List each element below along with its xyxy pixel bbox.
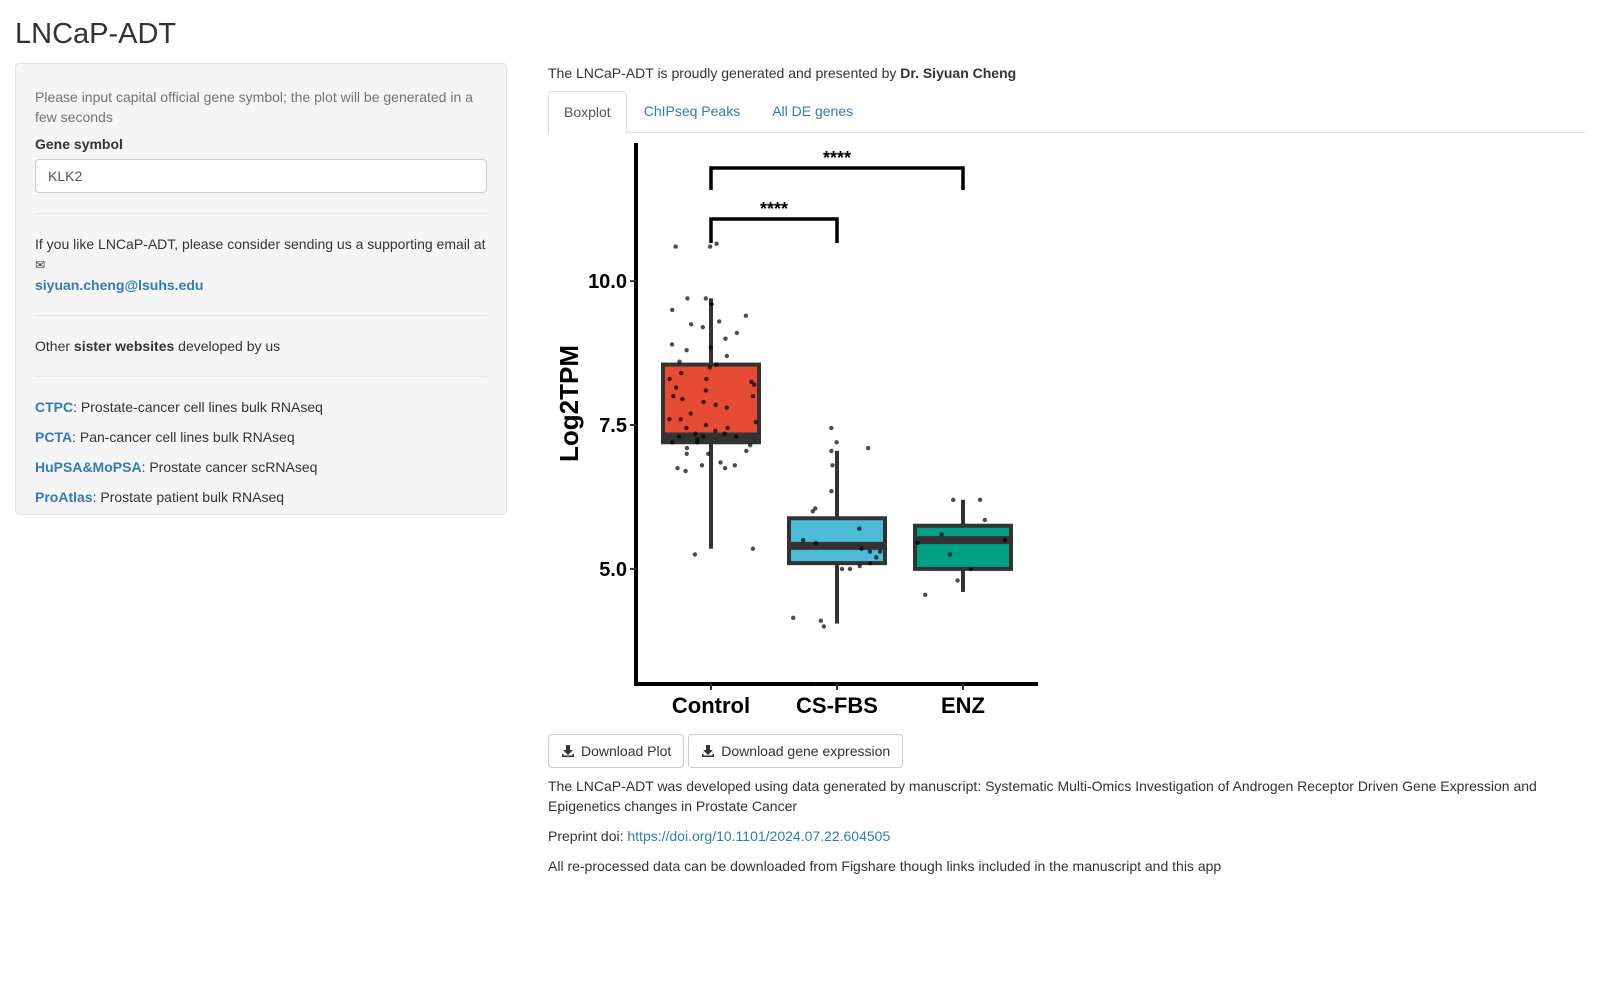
tab-boxplot[interactable]: Boxplot: [548, 91, 627, 133]
data-point: [701, 400, 705, 404]
data-point: [701, 325, 705, 329]
data-point: [670, 440, 674, 444]
data-point: [700, 463, 704, 467]
sister-site-item: [35, 427, 487, 447]
data-point: [915, 541, 919, 545]
data-point: [706, 452, 710, 456]
data-point: [829, 426, 833, 430]
sister-site-link-ctpc[interactable]: CTPC: [35, 399, 74, 415]
data-point: [667, 377, 671, 381]
data-point: [819, 618, 823, 622]
data-point: [670, 342, 674, 346]
main-panel: [548, 63, 1585, 886]
data-point: [734, 434, 738, 438]
tab-chipseq-peaks[interactable]: ChIPseq Peaks: [643, 103, 741, 119]
sister-site-list: [35, 397, 487, 507]
data-point: [809, 682, 813, 686]
sister-prefix: Other: [35, 338, 74, 354]
significance-bracket: [711, 168, 963, 190]
sister-bold: sister websites: [73, 338, 175, 354]
sister-suffix: developed by us: [174, 338, 281, 354]
sister-site-link-proatlas[interactable]: ProAtlas: [35, 489, 93, 505]
tab-all-de-genes[interactable]: All DE genes: [772, 103, 854, 119]
data-point: [708, 365, 712, 369]
data-point: [685, 446, 689, 450]
data-point: [735, 331, 739, 335]
significance-label: ****: [759, 199, 789, 219]
y-tick-label: 5.0: [599, 558, 627, 581]
data-point: [708, 244, 712, 248]
tab-bar: [548, 91, 1585, 133]
data-point: [718, 460, 722, 464]
sister-site-link-hupsa[interactable]: HuPSA&MoPSA: [35, 459, 142, 475]
data-point: [725, 354, 729, 358]
data-point: [678, 417, 682, 421]
data-point: [983, 518, 987, 522]
data-point: [753, 420, 757, 424]
sister-site-desc: : Prostate-cancer cell lines bulk RNAseq: [73, 399, 323, 415]
data-point: [685, 296, 689, 300]
data-point: [814, 541, 818, 545]
data-point: [685, 452, 689, 456]
data-point: [725, 426, 729, 430]
data-point: [978, 498, 982, 502]
sister-websites-text: [35, 336, 487, 356]
download-icon: [561, 744, 575, 758]
data-point: [704, 296, 708, 300]
sister-site-item: [35, 457, 487, 477]
box-enz: [915, 526, 1011, 569]
data-point: [667, 417, 671, 421]
help-text: Please input capital official gene symbol; the plot will be generated in a few seconds: [35, 89, 473, 125]
data-point: [713, 429, 717, 433]
data-point: [878, 549, 882, 553]
divider: [35, 376, 487, 377]
data-point: [948, 552, 952, 556]
credit-prefix: The LNCaP-ADT is proudly generated and presented by: [548, 65, 901, 81]
data-point: [689, 411, 693, 415]
download-icon: [701, 744, 715, 758]
data-point: [923, 593, 927, 597]
data-point: [752, 383, 756, 387]
data-point: [723, 336, 727, 340]
data-point: [684, 426, 688, 430]
data-point: [830, 463, 834, 467]
y-tick-label: 7.5: [599, 415, 627, 438]
download-expression-button[interactable]: [688, 734, 903, 768]
data-point: [704, 423, 708, 427]
preprint-label: Preprint doi:: [548, 828, 628, 844]
sister-site-item: [35, 397, 487, 417]
data-point: [689, 322, 693, 326]
data-point: [677, 434, 681, 438]
data-point: [677, 360, 681, 364]
credit-name: Dr. Siyuan Cheng: [900, 65, 1017, 81]
data-point: [858, 564, 862, 568]
divider: [35, 213, 487, 214]
divider: [35, 315, 487, 316]
sister-site-desc: : Prostate cancer scRNAseq: [141, 459, 318, 475]
x-tick-label: Control: [671, 693, 751, 718]
data-point: [955, 578, 959, 582]
support-email-text: [35, 234, 487, 295]
data-point: [704, 388, 708, 392]
app-title: LNCaP-ADT: [15, 18, 177, 50]
data-point: [744, 449, 748, 453]
data-point: [748, 443, 752, 447]
data-point: [671, 394, 675, 398]
data-point: [751, 547, 755, 551]
data-point: [868, 549, 872, 553]
data-point: [717, 319, 721, 323]
data-point: [704, 377, 708, 381]
data-point: [801, 538, 805, 542]
data-point: [723, 466, 727, 470]
data-point: [683, 469, 687, 473]
envelope-icon: ✉: [35, 258, 46, 272]
download-plot-button[interactable]: [548, 734, 684, 768]
preprint-doi-link[interactable]: https://doi.org/10.1101/2024.07.22.604505: [627, 828, 891, 844]
footer-notes: [548, 776, 1585, 876]
sister-site-link-pcta[interactable]: PCTA: [35, 429, 73, 445]
data-point: [674, 385, 678, 389]
data-point: [714, 242, 718, 246]
y-axis-label: Log2TPM: [554, 345, 584, 462]
data-point: [675, 466, 679, 470]
data-note: All re-processed data can be downloaded from Figshare though links included in the manuscript and this app: [548, 858, 1222, 874]
gene-symbol-input[interactable]: [35, 159, 487, 193]
data-point: [714, 362, 718, 366]
data-point: [679, 371, 683, 375]
data-point: [693, 552, 697, 556]
data-point: [670, 308, 674, 312]
significance-bracket: [711, 219, 837, 243]
data-point: [713, 403, 717, 407]
credit-line: [548, 63, 1585, 83]
data-point: [840, 567, 844, 571]
data-point: [791, 616, 795, 620]
data-point: [722, 431, 726, 435]
data-point: [744, 313, 748, 317]
box-control: [663, 365, 759, 443]
data-point: [866, 446, 870, 450]
sister-site-desc: : Pan-cancer cell lines bulk RNAseq: [72, 429, 295, 445]
support-email-link[interactable]: siyuan.cheng@lsuhs.edu: [35, 277, 204, 293]
data-point: [822, 624, 826, 628]
data-point: [857, 526, 861, 530]
data-point: [939, 532, 943, 536]
x-tick-label: CS-FBS: [796, 693, 878, 718]
sidebar-panel: [15, 63, 507, 515]
significance-label: ****: [822, 148, 852, 168]
support-email-intro: If you like LNCaP-ADT, please consider sending us a supporting email at: [35, 236, 486, 252]
data-point: [680, 397, 684, 401]
data-point: [868, 561, 872, 565]
data-point: [951, 498, 955, 502]
data-point: [834, 440, 838, 444]
data-point: [859, 547, 863, 551]
data-point: [969, 567, 973, 571]
manuscript-text: The LNCaP-ADT was developed using data generated by manuscript: Systematic Multi-Omics Investigation of Androgen Receptor Driven Gene Expression and Epigenetics changes in Prostate Cancer: [548, 778, 1537, 814]
x-tick-label: ENZ: [941, 693, 985, 718]
data-point: [1003, 538, 1007, 542]
data-point: [848, 567, 852, 571]
download-expression-label: Download gene expression: [721, 743, 891, 759]
data-point: [829, 449, 833, 453]
data-point: [695, 440, 699, 444]
y-tick-label: 10.0: [588, 271, 627, 294]
data-point: [874, 555, 878, 559]
data-point: [709, 302, 713, 306]
data-point: [673, 244, 677, 248]
data-point: [751, 394, 755, 398]
data-point: [709, 345, 713, 349]
download-plot-label: Download Plot: [581, 743, 672, 759]
sister-site-item: [35, 487, 487, 507]
boxplot-chart: [548, 133, 1048, 728]
data-point: [733, 463, 737, 467]
data-point: [684, 348, 688, 352]
data-point: [725, 406, 729, 410]
sister-site-desc: : Prostate patient bulk RNAseq: [92, 489, 285, 505]
data-point: [701, 434, 705, 438]
gene-symbol-label: Gene symbol: [35, 136, 123, 152]
data-point: [829, 489, 833, 493]
data-point: [693, 431, 697, 435]
data-point: [811, 509, 815, 513]
preprint-line: [548, 826, 1585, 846]
download-buttons: [548, 734, 1585, 768]
